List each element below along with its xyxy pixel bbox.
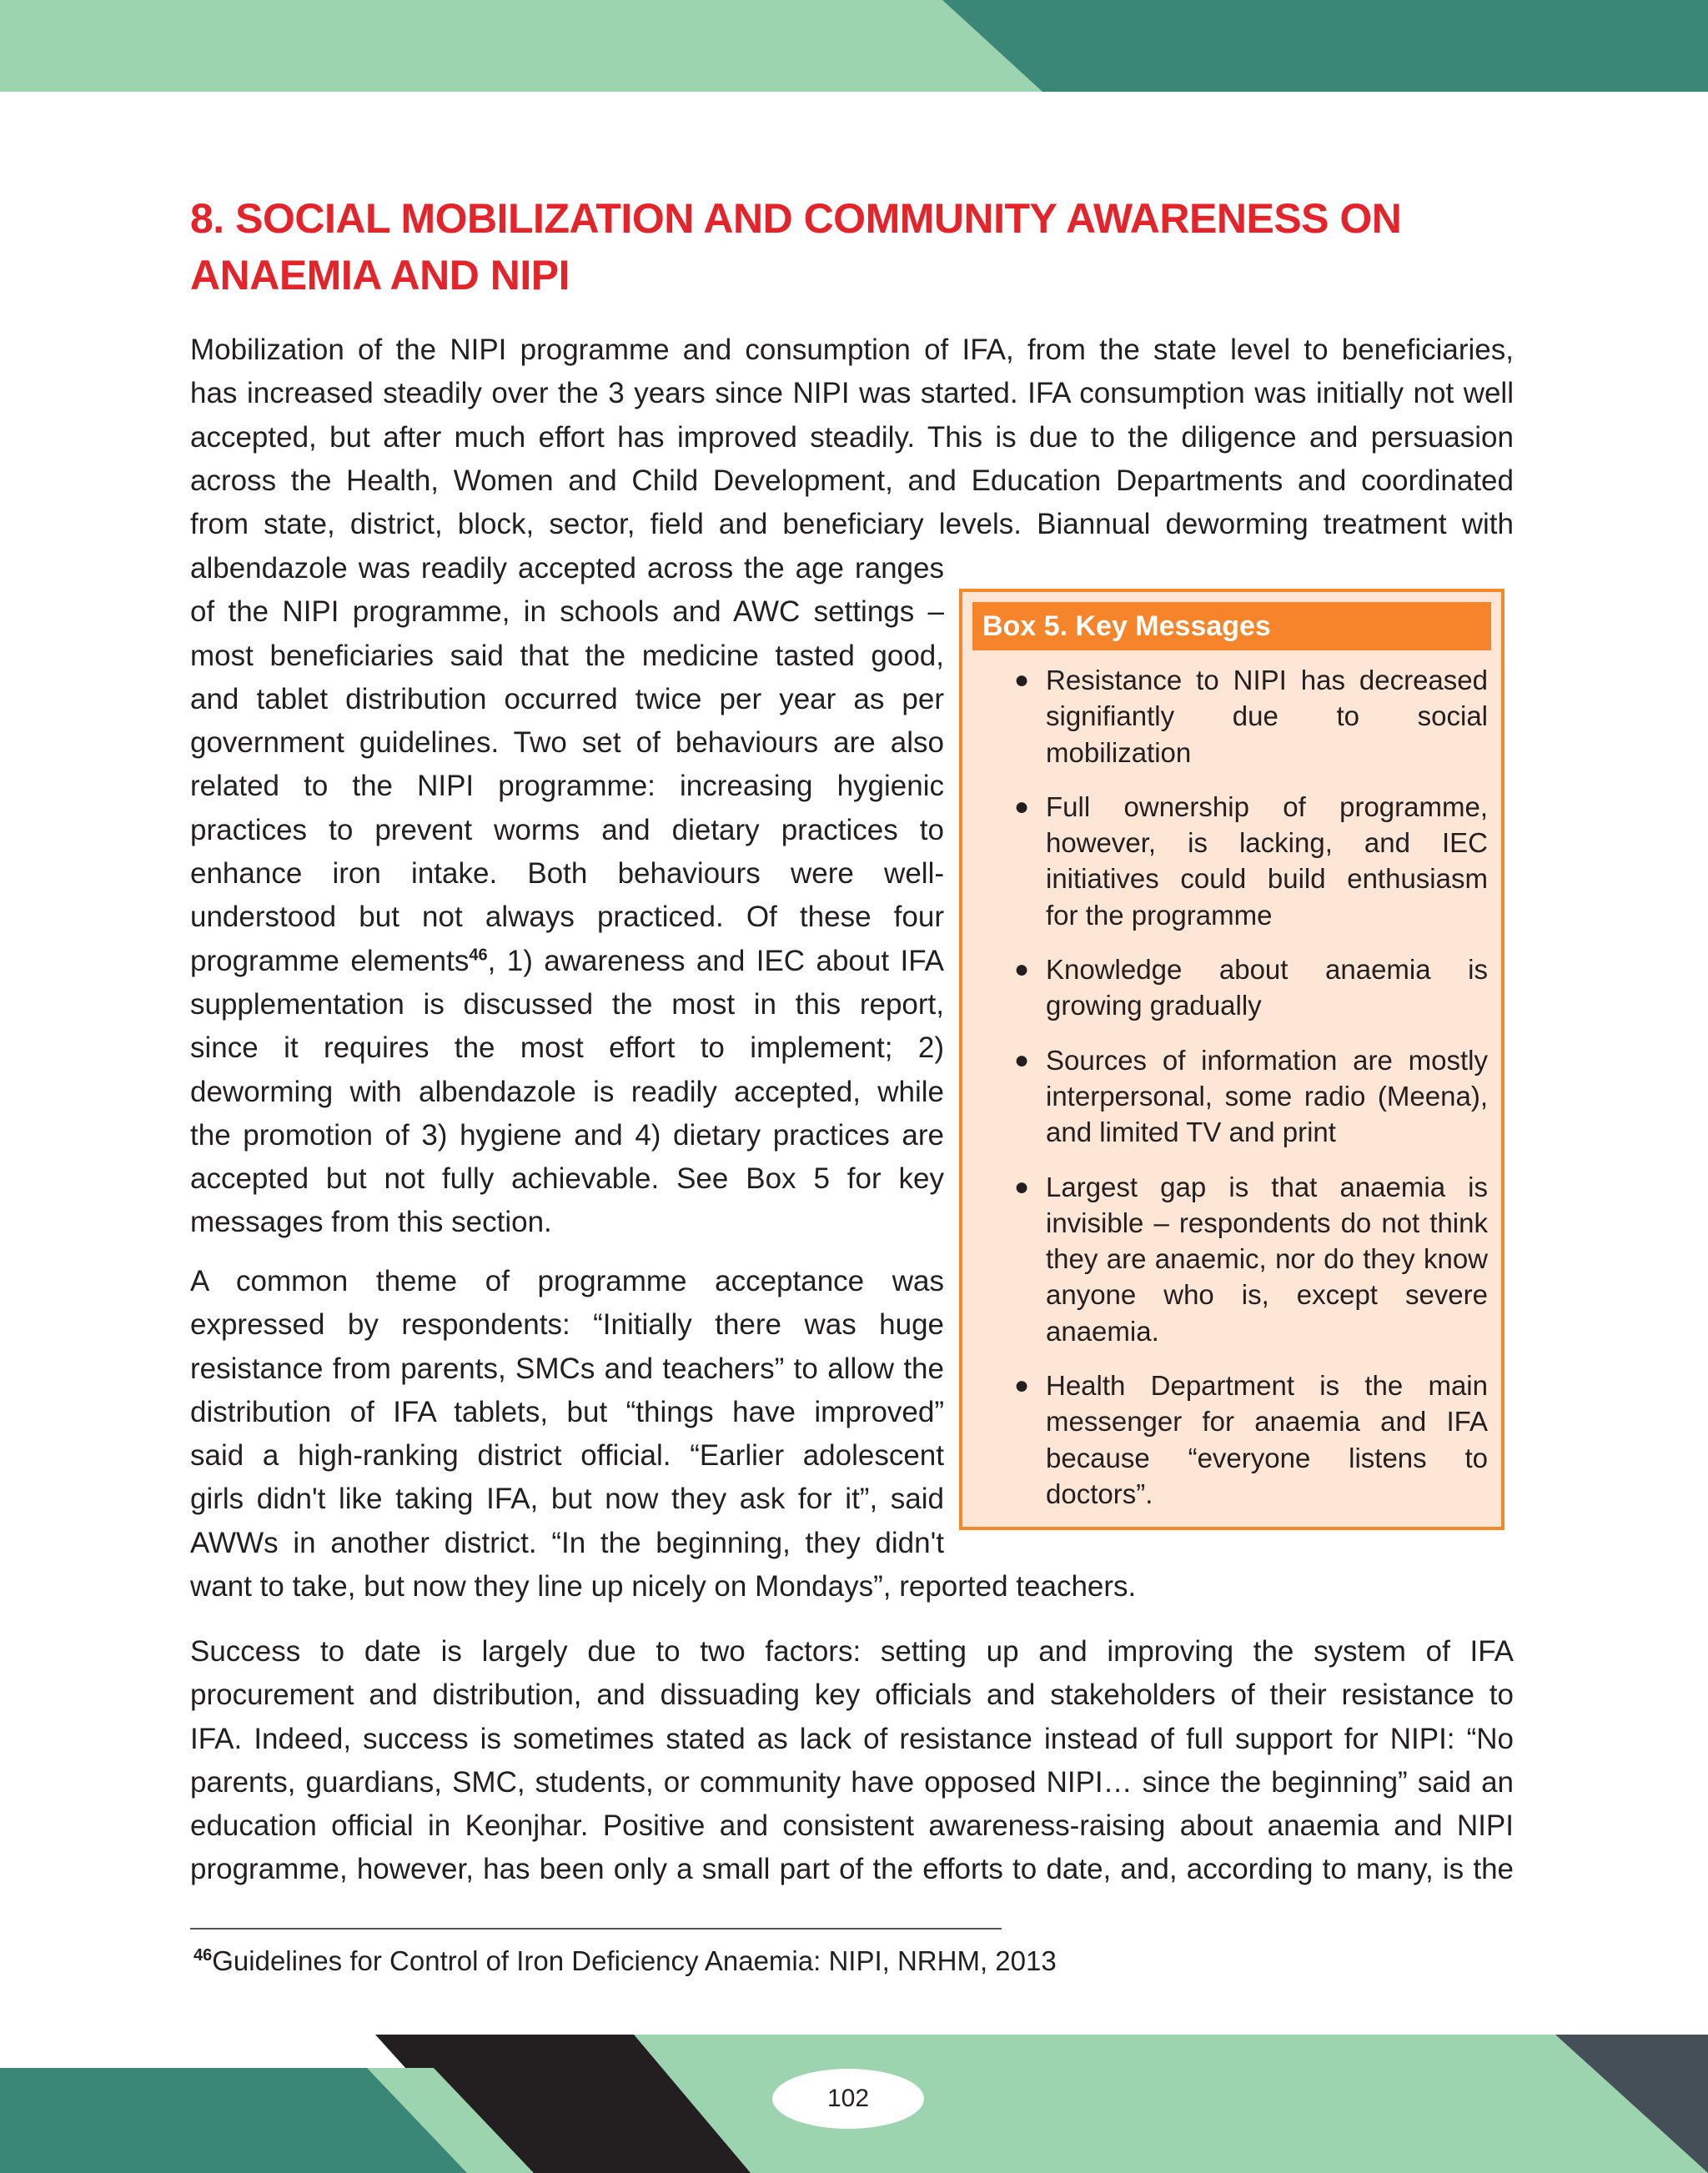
text-line: Largest gap is that anaemia is (1046, 1171, 1488, 1202)
top-decorative-band (0, 0, 1708, 96)
text-line: however, is lacking, and IEC (1046, 827, 1488, 859)
text-line: said a high-ranking district official. “Earlier adolescent (190, 1439, 944, 1473)
footnote-reference: 46 (469, 946, 488, 965)
text-line: girls didn't like taking IFA, but now they ask for it”, said (190, 1483, 944, 1516)
top-band-dark (942, 0, 1708, 92)
text-line: of the NIPI programme, in schools and AWC settings – (190, 595, 944, 629)
text-line: Resistance to NIPI has decreased (1046, 665, 1488, 695)
key-message-text (1046, 1368, 1488, 1512)
key-message-text (1046, 1042, 1488, 1151)
text-line: distribution of IFA tablets, but “things have improved” (190, 1395, 944, 1428)
key-message-item (962, 1042, 1501, 1151)
text-line: from state, district, block, sector, field and beneficiary levels. Biannual deworming treatment with (190, 508, 1514, 541)
text-line: the promotion of 3) hygiene and 4) dietary practices are (190, 1118, 944, 1152)
section-heading-line-2: ANAEMIA AND NIPI (190, 252, 570, 299)
key-message-text (1046, 951, 1488, 1024)
text-line: because “everyone listens to (1046, 1442, 1488, 1473)
text-line: most beneficiaries said that the medicine tasted good, (190, 639, 944, 672)
key-message-item (962, 1368, 1501, 1512)
text-line: has increased steadily over the 3 years since NIPI was started. IFA consumption was initially not well (190, 377, 1514, 410)
key-messages-box-title: Box 5. Key Messages (972, 602, 1491, 650)
text-line: Mobilization of the NIPI programme and consumption of IFA, from the state level to beneficiaries, (190, 334, 1514, 366)
text-fragment: programme elements (190, 944, 470, 977)
text-line: initiatives could build enthusiasm (1046, 863, 1488, 895)
text-line: accepted, but after much effort has improved steadily. This is due to the diligence and persuasion (190, 420, 1514, 454)
text-line: anaemia. (1046, 1315, 1159, 1347)
text-line: anyone who is, except severe (1046, 1279, 1488, 1311)
text-line: enhance iron intake. Both behaviours were well- (190, 857, 944, 891)
text-line: and tablet distribution occurred twice per year as per (190, 682, 944, 715)
text-line: procurement and distribution, and dissuading key officials and stakeholders of their resistance to (190, 1679, 1514, 1712)
text-line: and limited TV and print (1046, 1117, 1336, 1148)
text-line: resistance from parents, SMCs and teachers” to allow the (190, 1352, 944, 1385)
page-number: 102 (772, 2069, 924, 2129)
text-line: A common theme of programme acceptance was (190, 1265, 944, 1297)
section-heading (190, 190, 1525, 304)
text-line: growing gradually (1046, 990, 1262, 1021)
footnote (193, 1943, 1057, 1980)
key-message-item (962, 951, 1501, 1024)
key-message-text (1046, 1169, 1488, 1349)
text-line: interpersonal, some radio (Meena), (1046, 1080, 1488, 1112)
text-line: deworming with albendazole is readily accepted, while (190, 1075, 944, 1108)
text-line: practices to prevent worms and dietary practices to (190, 813, 944, 846)
key-messages-box (959, 589, 1505, 1530)
text-line: supplementation is discussed the most in this report, (190, 987, 944, 1021)
bullet-icon: ● (1014, 1372, 1030, 1400)
section-heading-line-1: 8. SOCIAL MOBILIZATION AND COMMUNITY AWARENESS ON (190, 195, 1402, 242)
text-line: Sources of information are mostly (1046, 1044, 1488, 1076)
bullet-icon: ● (1014, 792, 1030, 821)
bullet-icon: ● (1014, 1172, 1030, 1201)
text-line: AWWs in another district. “In the beginning, they didn't (190, 1526, 944, 1559)
text-line: for the programme (1046, 899, 1273, 931)
text-line: Knowledge about anaemia is (1046, 954, 1488, 986)
footnote-marker: 46 (193, 1946, 213, 1965)
text-line: understood but not always practiced. Of these four (190, 901, 944, 934)
bullet-icon: ● (1014, 1046, 1030, 1074)
footnote-text: Guidelines for Control of Iron Deficiency Anaemia: NIPI, NRHM, 2013 (212, 1945, 1057, 1976)
text-line: Full ownership of programme, (1046, 790, 1488, 822)
text-line: programme, however, has been only a small part of the efforts to date, and, according to many, is the (190, 1853, 1514, 1886)
text-line: parents, guardians, SMC, students, or community have opposed NIPI… since the beginning” said an (190, 1765, 1514, 1799)
bullet-icon: ● (1014, 956, 1030, 984)
text-fragment: , 1) awareness and IEC about IFA (487, 944, 944, 977)
text-line: they are anaemic, nor do they know (1046, 1243, 1488, 1275)
key-messages-list (962, 662, 1501, 1530)
bullet-icon: ● (1014, 666, 1030, 694)
text-line: albendazole was readily accepted across the age ranges (190, 552, 944, 585)
text-line: mobilization (1046, 736, 1192, 768)
key-message-item (962, 789, 1501, 933)
text-line: messages from this section. (190, 1206, 552, 1239)
text-line: doctors”. (1046, 1478, 1153, 1509)
text-line: related to the NIPI programme: increasing hygienic (190, 770, 944, 803)
key-message-text (1046, 662, 1488, 770)
key-message-item (962, 662, 1501, 770)
paragraph-intro (190, 329, 1514, 546)
text-line: IFA. Indeed, success is sometimes stated as lack of resistance instead of full support for NIPI: “No (190, 1722, 1514, 1755)
text-line: Health Department is the main (1046, 1370, 1488, 1402)
footnote-divider (190, 1928, 1002, 1930)
paragraph-programme-elements (190, 547, 944, 1245)
text-line: expressed by respondents: “Initially there was huge (190, 1308, 944, 1342)
text-line: messenger for anaemia and IFA (1046, 1406, 1488, 1438)
text-line: education official in Keonjhar. Positive and consistent awareness-raising about anaemia and NIPI (190, 1809, 1514, 1843)
text-line: invisible – respondents do not think (1046, 1207, 1488, 1238)
key-message-item (962, 1169, 1501, 1349)
text-line: want to take, but now they line up nicely on Mondays”, reported teachers. (190, 1570, 1137, 1603)
text-line: signifiantly due to social (1046, 700, 1488, 732)
text-line: across the Health, Women and Child Development, and Education Departments and coordinated (190, 464, 1514, 497)
text-line: accepted but not fully achievable. See Box 5 for key (190, 1162, 944, 1196)
paragraph-success-factors (190, 1630, 1514, 1892)
text-line: Success to date is largely due to two factors: setting up and improving the system of IFA (190, 1635, 1514, 1668)
key-message-text (1046, 789, 1488, 933)
text-line-with-footnote (190, 940, 944, 983)
text-line: since it requires the most effort to implement; 2) (190, 1031, 944, 1065)
text-line: government guidelines. Two set of behaviours are also (190, 726, 944, 760)
